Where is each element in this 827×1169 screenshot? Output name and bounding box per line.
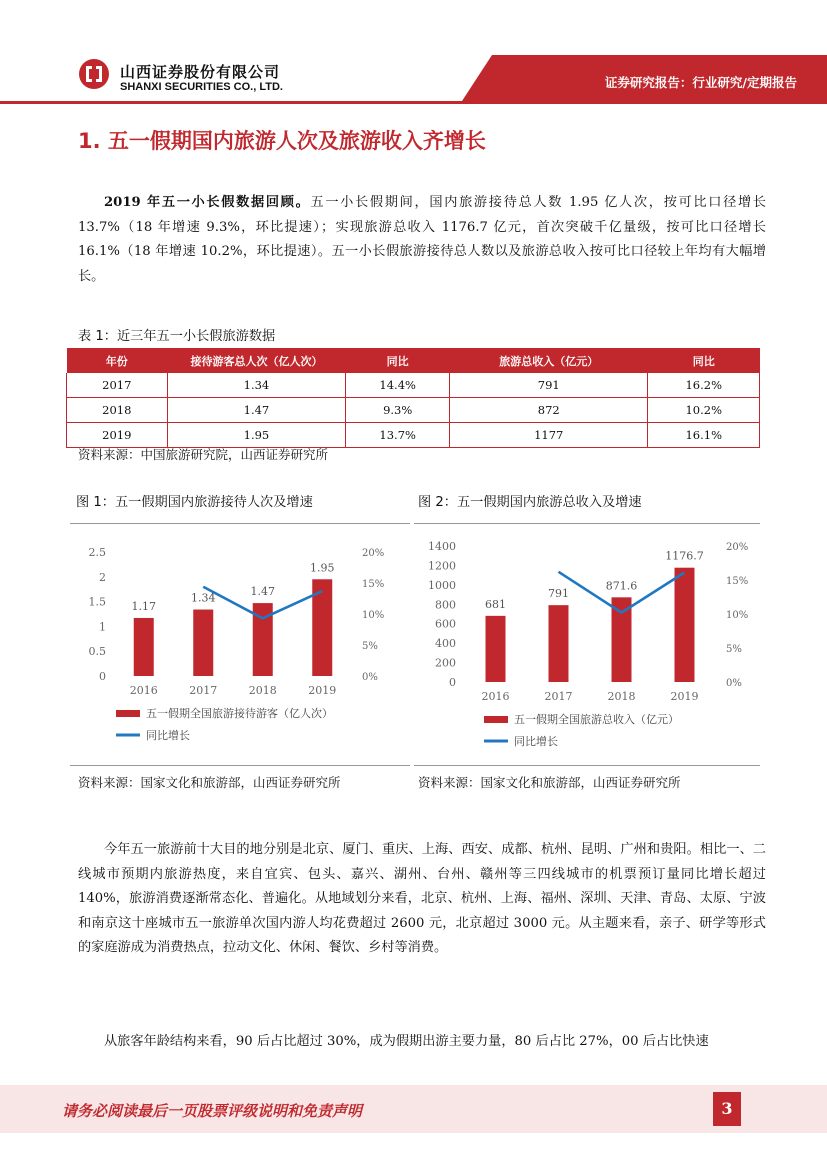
header-rule [0, 101, 827, 104]
y-tick-label: 1000 [428, 578, 456, 592]
x-tick-label: 2019 [670, 690, 699, 703]
table-header: 旅游总收入（亿元） [450, 348, 648, 373]
y2-tick-label: 5% [726, 644, 742, 655]
figure-1-title: 图 1：五一假期国内旅游接待人次及增速 [76, 495, 313, 510]
bar-value-label: 791 [548, 587, 569, 601]
legend-swatch-bar [484, 716, 508, 723]
figure-2-top-rule [414, 523, 760, 524]
y2-tick-label: 10% [726, 610, 749, 621]
figure-2-bottom-rule [414, 765, 760, 766]
bar-value-label: 1.34 [191, 591, 216, 605]
y2-tick-label: 0% [362, 672, 378, 683]
bar [675, 568, 695, 682]
y2-tick-label: 0% [726, 678, 742, 689]
y-tick-label: 200 [435, 656, 456, 670]
table-cell: 1177 [450, 423, 648, 448]
bar [486, 616, 506, 682]
x-tick-label: 2018 [248, 684, 277, 697]
y-tick-label: 0 [449, 676, 456, 689]
y2-tick-label: 20% [726, 542, 749, 553]
table-header-row [67, 348, 760, 373]
chart-revenue [414, 530, 760, 760]
table-header: 同比 [346, 348, 450, 373]
figure-1-bottom-rule [70, 765, 410, 766]
table-cell: 1.95 [167, 423, 346, 448]
table-cell: 16.2% [648, 373, 760, 398]
section-title: 1. 五一假期国内旅游人次及旅游收入齐增长 [78, 129, 486, 153]
legend-label-line: 同比增长 [514, 735, 558, 748]
bar-value-label: 681 [485, 597, 506, 611]
table-header: 接待游客总人次（亿人次） [167, 348, 346, 373]
chart-visitors [70, 530, 410, 760]
legend-swatch-bar [116, 710, 140, 717]
x-tick-label: 2018 [607, 690, 636, 703]
bar-value-label: 1176.7 [665, 549, 704, 563]
footer-disclaimer: 请务必阅读最后一页股票评级说明和免责声明 [62, 1102, 363, 1120]
paragraph-body: 五一小长假期间，国内旅游接待总人数 1.95 亿人次，按可比口径增长 13.7%（18 年增速 9.3%，环比提速）；实现旅游总收入 1176.7 亿元，首次突破千亿量级，按可比口径增长 16.1%（18 年增速 10.2%，环比提速）。五一小长假旅游接待总人数以及旅游总收入按可比口径较上年均有大幅增长。 [78, 195, 766, 284]
x-tick-label: 2019 [308, 684, 337, 697]
table-cell: 1.34 [167, 373, 346, 398]
table-header: 同比 [648, 348, 760, 373]
bar [549, 605, 569, 682]
figure-2-title: 图 2：五一假期国内旅游总收入及增速 [418, 495, 642, 510]
legend-label-bar: 五一假期全国旅游总收入（亿元） [514, 713, 679, 726]
legend-label-bar: 五一假期全国旅游接待游客（亿人次） [146, 707, 333, 720]
tourism-data-table [66, 348, 760, 448]
x-tick-label: 2016 [129, 684, 158, 697]
table-row [67, 423, 760, 448]
table-cell: 13.7% [346, 423, 450, 448]
table-cell: 10.2% [648, 398, 760, 423]
y-tick-label: 600 [435, 617, 456, 631]
table-header: 年份 [67, 348, 168, 373]
y2-tick-label: 5% [362, 641, 378, 652]
paragraph-2: 今年五一旅游前十大目的地分别是北京、厦门、重庆、上海、西安、成都、杭州、昆明、广州和贵阳。相比一、二线城市预期内旅游热度，来自宜宾、包头、嘉兴、湖州、台州、赣州等三四线城市的机票预订量同比增长超过 140%，旅游消费逐渐常态化、普遍化。从地域划分来看，北京、杭州、上海、福州、深圳、天津、青岛、太原、宁波和南京这十座城市五一旅游单次国内游人均花费超过 2600 元，北京超过 3000 元。从主题来看，亲子、研学等形式的家庭游成为消费热点，拉动文化、休闲、餐饮、乡村等消费。 [78, 842, 766, 956]
legend-label-line: 同比增长 [146, 729, 190, 742]
y-tick-label: 1400 [428, 540, 456, 553]
paragraph-1 [78, 191, 766, 289]
table-cell: 14.4% [346, 373, 450, 398]
figure-1-top-rule [70, 523, 410, 524]
table-row [67, 398, 760, 423]
figure-2-source: 资料来源：国家文化和旅游部，山西证券研究所 [418, 775, 681, 790]
company-name-en: SHANXI SECURITIES CO., LTD. [120, 81, 283, 93]
figure-1-source: 资料来源：国家文化和旅游部，山西证券研究所 [78, 775, 341, 790]
bar-value-label: 1.95 [310, 561, 335, 575]
y-tick-label: 2 [99, 570, 106, 584]
y-tick-label: 800 [435, 598, 456, 612]
page-number: 3 [713, 1092, 741, 1126]
table-row [67, 373, 760, 398]
bar-value-label: 1.17 [131, 599, 156, 613]
bar [134, 618, 154, 676]
bar [612, 597, 632, 682]
table-cell: 791 [450, 373, 648, 398]
y2-tick-label: 10% [362, 610, 385, 621]
y-tick-label: 2.5 [88, 546, 106, 559]
y2-tick-label: 20% [362, 548, 385, 559]
y2-tick-label: 15% [362, 579, 385, 590]
y-tick-label: 0 [99, 670, 106, 683]
bar [193, 610, 213, 676]
table-cell: 9.3% [346, 398, 450, 423]
table-cell: 2018 [67, 398, 168, 423]
table-cell: 16.1% [648, 423, 760, 448]
y-tick-label: 1 [99, 620, 106, 634]
x-tick-label: 2016 [481, 690, 510, 703]
y-tick-label: 1.5 [88, 595, 106, 609]
table-caption: 表 1：近三年五一小长假旅游数据 [78, 329, 276, 344]
company-logo-icon [78, 58, 110, 90]
table-cell: 872 [450, 398, 648, 423]
table-cell: 2017 [67, 373, 168, 398]
x-tick-label: 2017 [189, 684, 218, 697]
table-cell: 1.47 [167, 398, 346, 423]
y-tick-label: 1200 [428, 559, 456, 573]
report-type: 证券研究报告：行业研究/定期报告 [604, 75, 797, 90]
y-tick-label: 400 [435, 637, 456, 651]
table-source: 资料来源：中国旅游研究院，山西证券研究所 [78, 447, 329, 462]
table-cell: 2019 [67, 423, 168, 448]
y-tick-label: 0.5 [88, 645, 106, 659]
bar-value-label: 871.6 [605, 579, 638, 593]
y2-tick-label: 15% [726, 576, 749, 587]
company-name-cn: 山西证券股份有限公司 [120, 63, 281, 81]
x-tick-label: 2017 [544, 690, 573, 703]
paragraph-3: 从旅客年龄结构来看，90 后占比超过 30%，成为假期出游主要力量，80 后占比 27%，00 后占比快速 [104, 1034, 709, 1049]
paragraph-lead: 2019 年五一小长假数据回顾。 [104, 195, 311, 210]
bar-value-label: 1.47 [250, 585, 275, 599]
